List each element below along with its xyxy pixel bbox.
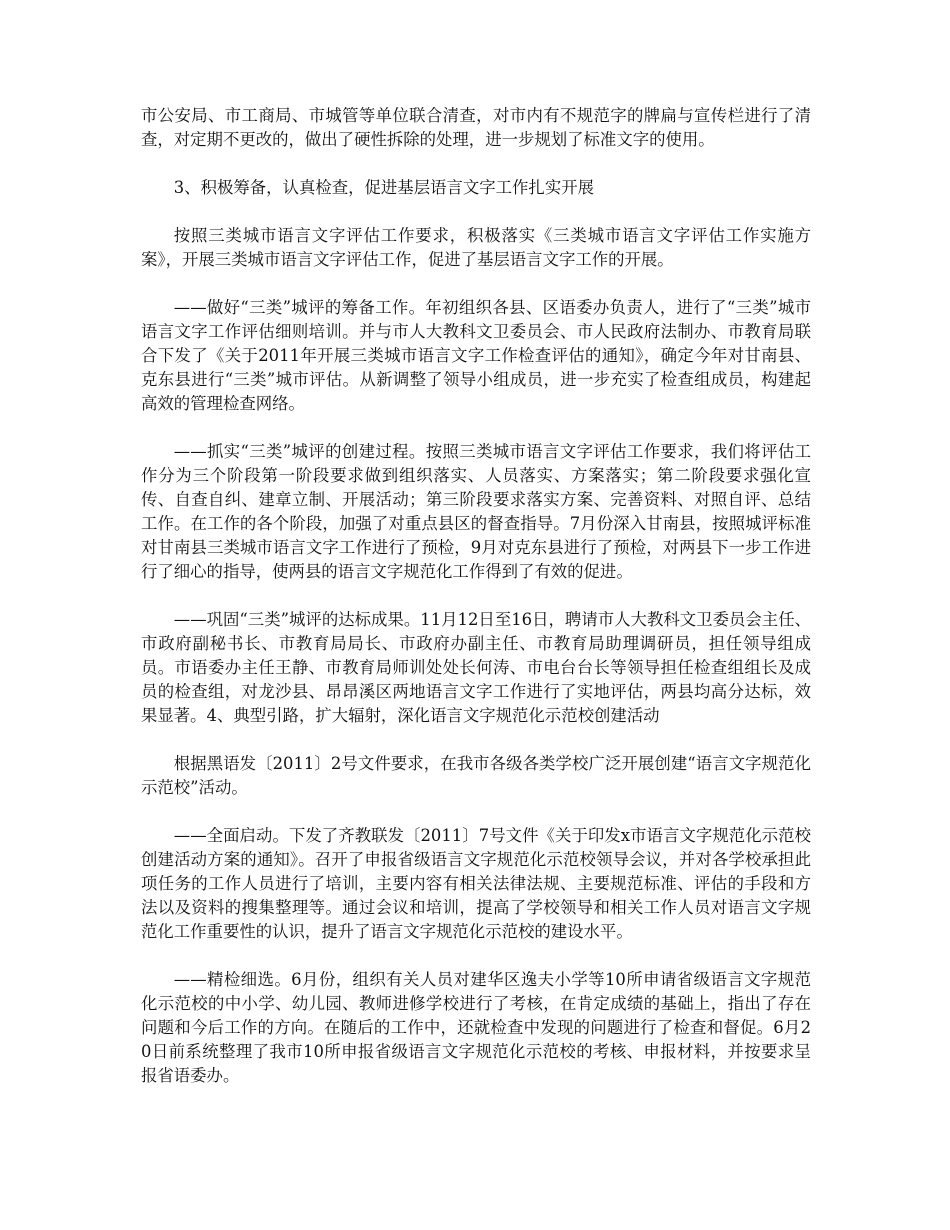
paragraph-consolidation: ——巩固“三类”城评的达标成果。11月12日至16日，聘请市人大教科文卫委员会主任、市政府副秘书长、市教育局局长、市政府办副主任、市教育局助理调研员，担任领导组成员。市语委办主任王静、市教育局师训处处长何涛、市电台台长等领导担任检查组组长及成员的检查组，对龙沙县、昂昂溪区两地语言文字工作进行了实地评估，两县均高分达标，效果显著。4、典型引路，扩大辐射，深化语言文字规范化示范校创建活动	[141, 610, 811, 725]
paragraph-preparation: ——做好“三类”城评的筹备工作。年初组织各县、区语委办负责人，进行了“三类”城市语言文字工作评估细则培训。并与市人大教科文卫委员会、市人民政府法制办、市教育局联合下发了《关于2011年开展三类城市语言文字工作检查评估的通知》，确定今年对甘南县、克东县进行“三类”城市评估。从新调整了领导小组成员，进一步充实了检查组成员，构建起高效的管理检查网络。	[141, 298, 811, 413]
document-page	[141, 104, 811, 1112]
paragraph-evaluation-intro: 按照三类城市语言文字评估工作要求，积极落实《三类城市语言文字评估工作实施方案》，开展三类城市语言文字评估工作，促进了基层语言文字工作的开展。	[141, 226, 811, 269]
paragraph-selection: ——精检细选。6月份，组织有关人员对建华区逸夫小学等10所申请省级语言文字规范化示范校的中小学、幼儿园、教师进修学校进行了考核，在肯定成绩的基础上，指出了存在问题和今后工作的方向。在随后的工作中，还就检查中发现的问题进行了检查和督促。6月20日前系统整理了我市10所申报省级语言文字规范化示范校的考核、申报材料，并按要求呈报省语委办。	[141, 970, 811, 1085]
paragraph-demonstration-school: 根据黑语发〔2011〕2号文件要求，在我市各级各类学校广泛开展创建“语言文字规范化示范校”活动。	[141, 754, 811, 797]
paragraph-full-launch: ——全面启动。下发了齐教联发〔2011〕7号文件《关于印发x市语言文字规范化示范校创建活动方案的通知》。召开了申报省级语言文字规范化示范校领导会议，并对各学校承担此项任务的工作人员进行了培训，主要内容有相关法律法规、主要规范标准、评估的手段和方法以及资料的搜集整理等。通过会议和培训，提高了学校领导和相关工作人员对语言文字规范化工作重要性的认识，提升了语言文字规范化示范校的建设水平。	[141, 826, 811, 941]
paragraph-continued: 市公安局、市工商局、市城管等单位联合清查，对市内有不规范字的牌扁与宣传栏进行了清查，对定期不更改的，做出了硬性拆除的处理，进一步规划了标准文字的使用。	[141, 106, 811, 149]
section-heading-3: 3、积极筹备，认真检查，促进基层语言文字工作扎实开展	[173, 178, 594, 197]
paragraph-creation-process: ——抓实“三类”城评的创建过程。按照三类城市语言文字评估工作要求，我们将评估工作分为三个阶段第一阶段要求做到组织落实、人员落实、方案落实；第二阶段要求强化宣传、自查自纠、建章立制、开展活动；第三阶段要求落实方案、完善资料、对照自评、总结工作。在工作的各个阶段，加强了对重点县区的督查指导。7月份深入甘南县，按照城评标准对甘南县三类城市语言文字工作进行了预检，9月对克东县进行了预检，对两县下一步工作进行了细心的指导，使两县的语言文字规范化工作得到了有效的促进。	[141, 442, 811, 581]
